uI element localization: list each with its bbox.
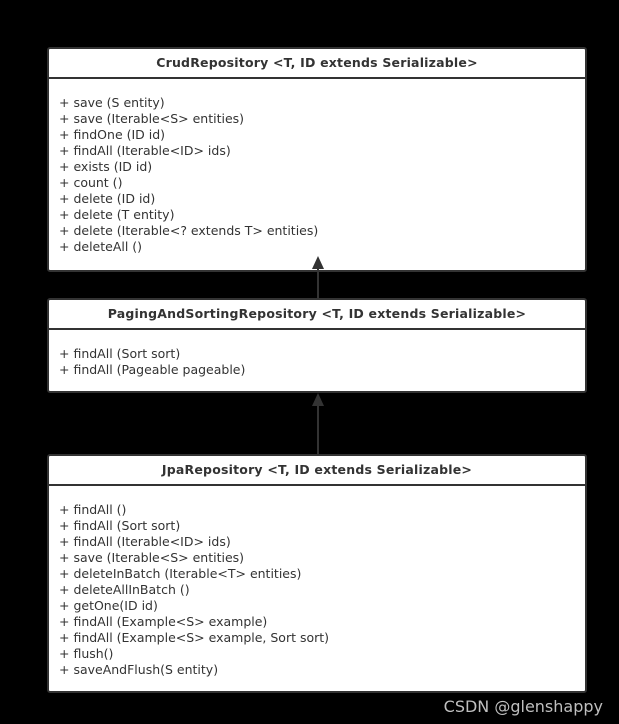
method-item: + getOne(ID id) [59, 598, 158, 613]
method-list [49, 79, 585, 255]
method-item: + findAll (Iterable<ID> ids) [59, 534, 231, 549]
method-item: + delete (Iterable<? extends T> entities) [59, 223, 319, 238]
method-item: + findAll (Sort sort) [59, 518, 181, 533]
inheritance-arrow-line [317, 268, 319, 298]
method-list [49, 330, 585, 378]
method-item: + findAll (Pageable pageable) [59, 362, 246, 377]
inheritance-arrow-head-icon [312, 256, 324, 269]
method-item: + exists (ID id) [59, 159, 153, 174]
method-item: + findAll (Sort sort) [59, 346, 181, 361]
method-item: + findOne (ID id) [59, 127, 166, 142]
method-item: + deleteAllInBatch () [59, 582, 190, 597]
class-box-crud-repository [47, 47, 587, 272]
method-item: + findAll (Example<S> example, Sort sort) [59, 630, 330, 645]
class-name: JpaRepository <T, ID extends Serializable> [49, 456, 585, 486]
watermark: CSDN @glenshappy [443, 697, 603, 716]
class-box-paging-and-sorting-repository [47, 298, 587, 393]
class-name: CrudRepository <T, ID extends Serializable> [49, 49, 585, 79]
method-item: + delete (ID id) [59, 191, 156, 206]
method-item: + save (S entity) [59, 95, 165, 110]
method-item: + findAll (Iterable<ID> ids) [59, 143, 231, 158]
inheritance-arrow-head-icon [312, 393, 324, 406]
method-item: + findAll (Example<S> example) [59, 614, 268, 629]
method-item: + delete (T entity) [59, 207, 175, 222]
method-item: + save (Iterable<S> entities) [59, 550, 245, 565]
method-item: + findAll () [59, 502, 127, 517]
class-box-jpa-repository [47, 454, 587, 693]
method-item: + save (Iterable<S> entities) [59, 111, 245, 126]
method-item: + flush() [59, 646, 114, 661]
class-name: PagingAndSortingRepository <T, ID extends Serializable> [49, 300, 585, 330]
method-item: + saveAndFlush(S entity) [59, 662, 219, 677]
method-item: + count () [59, 175, 123, 190]
method-item: + deleteInBatch (Iterable<T> entities) [59, 566, 302, 581]
method-item: + deleteAll () [59, 239, 143, 254]
method-list [49, 486, 585, 678]
